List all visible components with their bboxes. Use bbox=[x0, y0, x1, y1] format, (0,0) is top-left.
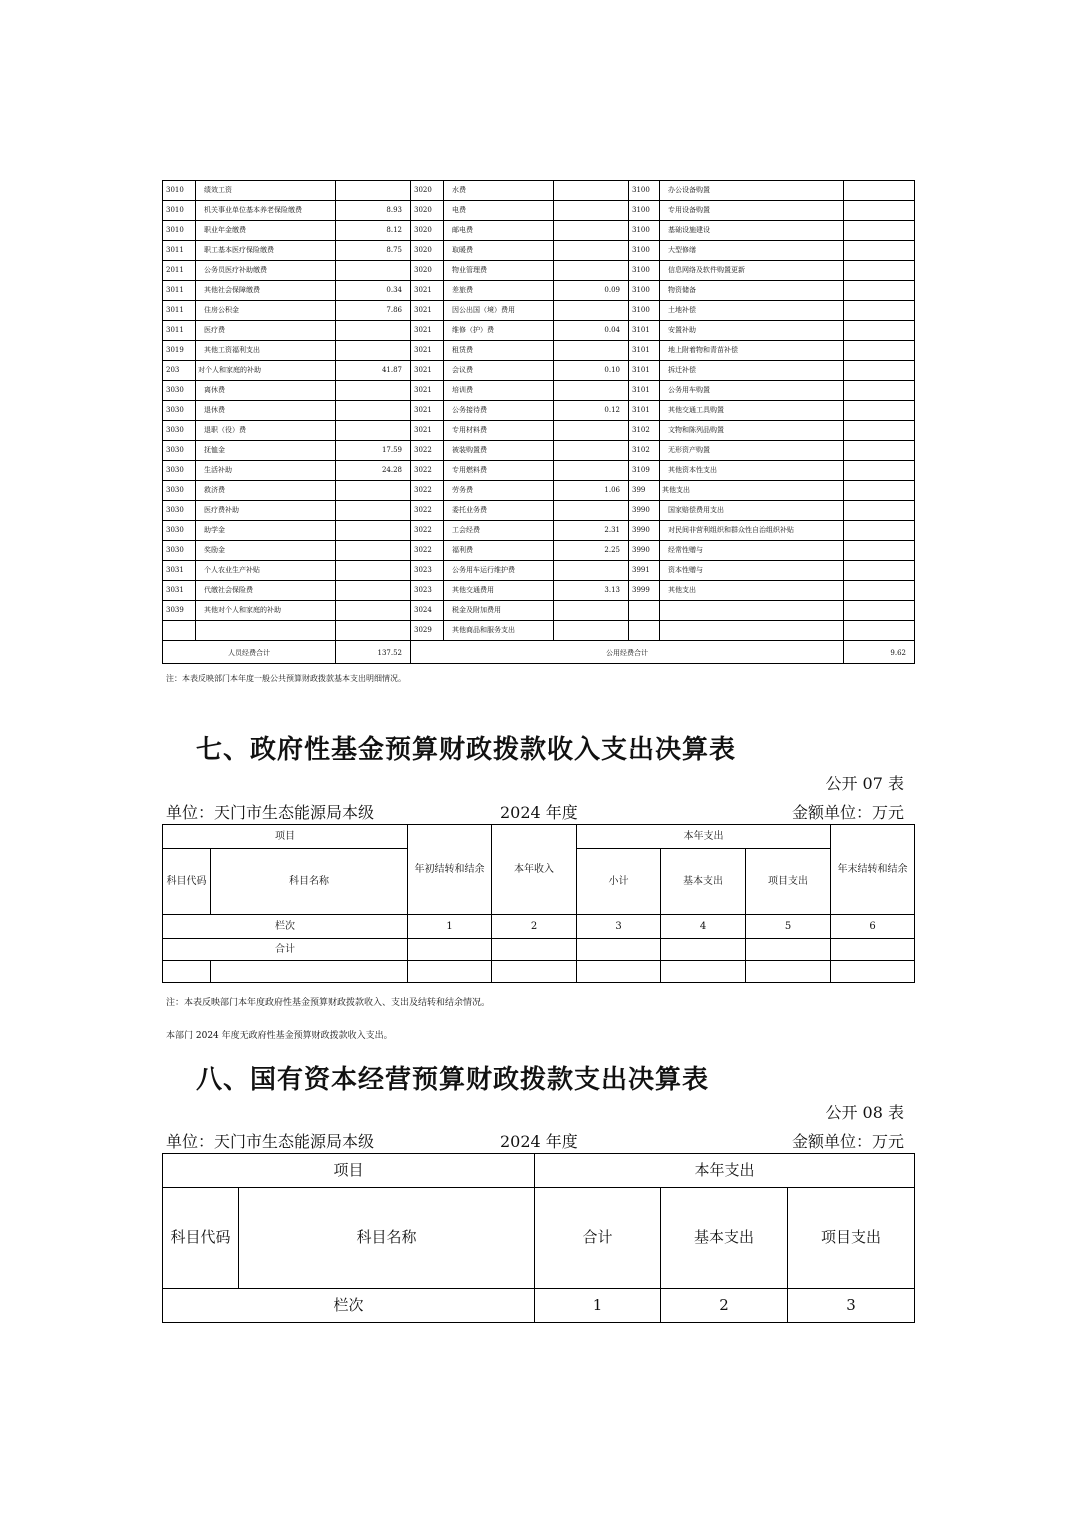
total-public-value: 9.62 bbox=[844, 641, 915, 664]
table-cell: 委托业务费 bbox=[444, 501, 554, 521]
table-cell: 3999 bbox=[629, 581, 660, 601]
table-cell: 3022 bbox=[411, 481, 444, 501]
table-cell bbox=[844, 181, 915, 201]
table-cell: 基础设施建设 bbox=[660, 221, 844, 241]
table-row bbox=[163, 521, 915, 541]
table-cell: 3024 bbox=[411, 601, 444, 621]
table-cell: 公务接待费 bbox=[444, 401, 554, 421]
table-cell bbox=[554, 241, 629, 261]
table-cell: 1.06 bbox=[554, 481, 629, 501]
table-cell: 3030 bbox=[163, 541, 196, 561]
section7-unit: 单位：天门市生态能源局本级 bbox=[166, 803, 375, 822]
t2-cell bbox=[492, 939, 577, 961]
table-cell: 公务用车购置 bbox=[660, 381, 844, 401]
table-cell: 会议费 bbox=[444, 361, 554, 381]
table-cell: 3020 bbox=[411, 221, 444, 241]
table-cell bbox=[660, 621, 844, 641]
table-cell bbox=[554, 441, 629, 461]
table-cell: 租赁费 bbox=[444, 341, 554, 361]
total-personnel-value: 137.52 bbox=[336, 641, 411, 664]
table-cell: 3030 bbox=[163, 441, 196, 461]
table-cell: 3019 bbox=[163, 341, 196, 361]
table-cell bbox=[554, 421, 629, 441]
table-cell: 3021 bbox=[411, 281, 444, 301]
table-cell bbox=[554, 501, 629, 521]
table-cell: 办公设备购置 bbox=[660, 181, 844, 201]
table-cell: 3020 bbox=[411, 201, 444, 221]
state-capital-table bbox=[162, 1153, 915, 1323]
table-cell: 3102 bbox=[629, 441, 660, 461]
table-cell: 3010 bbox=[163, 201, 196, 221]
table-cell bbox=[554, 301, 629, 321]
table-cell: 3022 bbox=[411, 441, 444, 461]
table-cell bbox=[844, 501, 915, 521]
table-cell bbox=[336, 581, 411, 601]
table-cell: 3020 bbox=[411, 261, 444, 281]
table-cell bbox=[554, 381, 629, 401]
section8-title: 八、国有资本经营预算财政拨款支出决算表 bbox=[196, 1065, 710, 1095]
table-cell bbox=[336, 341, 411, 361]
table-cell: 经常性赠与 bbox=[660, 541, 844, 561]
table-cell: 3990 bbox=[629, 541, 660, 561]
t2-row-total-label: 合计 bbox=[163, 939, 408, 961]
table-cell: 3021 bbox=[411, 341, 444, 361]
t2-header-name: 科目名称 bbox=[211, 849, 408, 915]
t3-header-basic: 基本支出 bbox=[661, 1188, 788, 1289]
table-cell: 劳务费 bbox=[444, 481, 554, 501]
table-cell: 3021 bbox=[411, 301, 444, 321]
table-cell: 3100 bbox=[629, 181, 660, 201]
section8-unit: 单位：天门市生态能源局本级 bbox=[166, 1132, 375, 1151]
table-cell: 203 bbox=[163, 361, 196, 381]
table-cell bbox=[554, 201, 629, 221]
table-cell: 3100 bbox=[629, 261, 660, 281]
table-cell bbox=[336, 381, 411, 401]
table-cell: 职业年金缴费 bbox=[196, 221, 336, 241]
table-cell: 3031 bbox=[163, 561, 196, 581]
basic-expenditure-detail-table bbox=[162, 180, 915, 664]
table-cell: 3023 bbox=[411, 581, 444, 601]
table-cell: 因公出国（境）费用 bbox=[444, 301, 554, 321]
table-cell bbox=[844, 241, 915, 261]
table-cell bbox=[336, 481, 411, 501]
t2-index-cell: 3 bbox=[577, 915, 661, 939]
t2-cell bbox=[163, 961, 211, 983]
table-row bbox=[163, 461, 915, 481]
table-cell: 3990 bbox=[629, 521, 660, 541]
table-cell: 生活补助 bbox=[196, 461, 336, 481]
table-cell: 代缴社会保险费 bbox=[196, 581, 336, 601]
table-cell: 3021 bbox=[411, 401, 444, 421]
government-fund-table bbox=[162, 824, 915, 983]
table-cell bbox=[629, 601, 660, 621]
table-cell: 17.59 bbox=[336, 441, 411, 461]
table-cell: 物资储备 bbox=[660, 281, 844, 301]
t2-index-cell: 5 bbox=[746, 915, 831, 939]
table-cell: 工会经费 bbox=[444, 521, 554, 541]
table-cell bbox=[336, 181, 411, 201]
table-row bbox=[163, 201, 915, 221]
table-cell bbox=[844, 441, 915, 461]
table-cell: 公务用车运行维护费 bbox=[444, 561, 554, 581]
table-cell bbox=[844, 321, 915, 341]
table-cell: 培训费 bbox=[444, 381, 554, 401]
table-cell: 税金及附加费用 bbox=[444, 601, 554, 621]
table-cell: 3021 bbox=[411, 321, 444, 341]
table-cell: 个人农业生产补贴 bbox=[196, 561, 336, 581]
table-cell bbox=[554, 261, 629, 281]
t3-index-cell: 3 bbox=[788, 1289, 915, 1323]
table-cell bbox=[336, 501, 411, 521]
table-cell: 文物和陈列品购置 bbox=[660, 421, 844, 441]
table-cell: 3029 bbox=[411, 621, 444, 641]
table-cell: 土地补偿 bbox=[660, 301, 844, 321]
table-cell: 拆迁补偿 bbox=[660, 361, 844, 381]
table-row bbox=[163, 481, 915, 501]
table-cell: 机关事业单位基本养老保险缴费 bbox=[196, 201, 336, 221]
t2-cell bbox=[408, 939, 492, 961]
table-cell: 8.93 bbox=[336, 201, 411, 221]
table-cell bbox=[554, 461, 629, 481]
t2-cell bbox=[831, 939, 915, 961]
table-cell: 3030 bbox=[163, 521, 196, 541]
table-cell: 退职（役）费 bbox=[196, 421, 336, 441]
table-cell: 3021 bbox=[411, 421, 444, 441]
table-cell: 7.86 bbox=[336, 301, 411, 321]
table-cell: 3030 bbox=[163, 421, 196, 441]
table-cell: 3100 bbox=[629, 281, 660, 301]
table-cell bbox=[844, 361, 915, 381]
t2-cell bbox=[746, 939, 831, 961]
table-cell: 对个人和家庭的补助 bbox=[196, 361, 336, 381]
table-cell: 2.31 bbox=[554, 521, 629, 541]
table-cell: 资本性赠与 bbox=[660, 561, 844, 581]
table-cell bbox=[844, 401, 915, 421]
t3-header-name: 科目名称 bbox=[239, 1188, 535, 1289]
t2-header-item: 项目 bbox=[163, 825, 408, 849]
table-cell: 电费 bbox=[444, 201, 554, 221]
table-cell bbox=[336, 541, 411, 561]
table-cell: 福利费 bbox=[444, 541, 554, 561]
table-cell: 3011 bbox=[163, 281, 196, 301]
table-cell: 24.28 bbox=[336, 461, 411, 481]
t2-header-income: 本年收入 bbox=[492, 825, 577, 915]
t2-index-cell: 4 bbox=[661, 915, 746, 939]
t3-index-cell: 2 bbox=[661, 1289, 788, 1323]
table-row bbox=[163, 181, 915, 201]
table-cell bbox=[336, 401, 411, 421]
table-cell bbox=[163, 621, 196, 641]
table-cell: 3991 bbox=[629, 561, 660, 581]
table-cell: 3023 bbox=[411, 561, 444, 581]
table-cell: 其他社会保障缴费 bbox=[196, 281, 336, 301]
table-cell: 抚恤金 bbox=[196, 441, 336, 461]
table-cell bbox=[844, 341, 915, 361]
table-row bbox=[163, 361, 915, 381]
t3-header-code: 科目代码 bbox=[163, 1188, 239, 1289]
section7-year: 2024 年度 bbox=[500, 803, 578, 822]
table-cell: 3101 bbox=[629, 361, 660, 381]
t2-cell bbox=[661, 961, 746, 983]
total-public-label: 公用经费合计 bbox=[411, 641, 844, 664]
table-cell bbox=[554, 601, 629, 621]
table-cell bbox=[844, 201, 915, 221]
table-cell: 3030 bbox=[163, 461, 196, 481]
t2-header-expense: 本年支出 bbox=[577, 825, 831, 849]
table-cell: 国家赔偿费用支出 bbox=[660, 501, 844, 521]
table-cell: 3020 bbox=[411, 241, 444, 261]
table-cell: 其他交通工具购置 bbox=[660, 401, 844, 421]
table-cell: 3100 bbox=[629, 201, 660, 221]
t2-cell bbox=[746, 961, 831, 983]
table-cell bbox=[844, 221, 915, 241]
table-cell: 3109 bbox=[629, 461, 660, 481]
table-cell bbox=[844, 301, 915, 321]
table-cell: 3030 bbox=[163, 381, 196, 401]
table-row bbox=[163, 381, 915, 401]
table-cell bbox=[554, 621, 629, 641]
table-cell bbox=[554, 221, 629, 241]
table-cell bbox=[196, 621, 336, 641]
table-cell: 离休费 bbox=[196, 381, 336, 401]
t2-header-subtotal: 小计 bbox=[577, 849, 661, 915]
table-cell: 3021 bbox=[411, 361, 444, 381]
table-cell bbox=[336, 521, 411, 541]
t3-row-index-label: 栏次 bbox=[163, 1289, 535, 1323]
table-cell: 3100 bbox=[629, 241, 660, 261]
table-total-row bbox=[163, 641, 915, 664]
table-cell: 0.04 bbox=[554, 321, 629, 341]
table-cell: 信息网络及软件购置更新 bbox=[660, 261, 844, 281]
table-cell: 3.13 bbox=[554, 581, 629, 601]
t2-header-project: 项目支出 bbox=[746, 849, 831, 915]
t2-cell bbox=[831, 961, 915, 983]
table-row bbox=[163, 241, 915, 261]
table-cell: 3022 bbox=[411, 521, 444, 541]
table-cell bbox=[336, 261, 411, 281]
table-cell: 其他交通费用 bbox=[444, 581, 554, 601]
table-cell: 其他支出 bbox=[660, 581, 844, 601]
t3-index-cell: 1 bbox=[535, 1289, 661, 1323]
table-cell: 3100 bbox=[629, 221, 660, 241]
table-cell: 3101 bbox=[629, 381, 660, 401]
section7-note: 注：本表反映部门本年度政府性基金预算财政拨款收入、支出及结转和结余情况。 bbox=[166, 998, 491, 1008]
table-cell: 3101 bbox=[629, 321, 660, 341]
t2-cell bbox=[577, 939, 661, 961]
table-cell bbox=[336, 601, 411, 621]
table-row bbox=[163, 541, 915, 561]
t2-cell bbox=[211, 961, 408, 983]
section7-currency: 金额单位：万元 bbox=[791, 803, 904, 822]
t3-header-expense: 本年支出 bbox=[535, 1154, 915, 1188]
table-cell: 救济费 bbox=[196, 481, 336, 501]
section7-note2: 本部门 2024 年度无政府性基金预算财政拨款收入支出。 bbox=[166, 1031, 393, 1041]
t2-cell bbox=[408, 961, 492, 983]
table-cell: 被装购置费 bbox=[444, 441, 554, 461]
table-cell: 2011 bbox=[163, 261, 196, 281]
table-cell bbox=[336, 321, 411, 341]
table-cell: 水费 bbox=[444, 181, 554, 201]
table-cell bbox=[336, 621, 411, 641]
table-cell: 安置补助 bbox=[660, 321, 844, 341]
table-row bbox=[163, 261, 915, 281]
t3-header-total: 合计 bbox=[535, 1188, 661, 1289]
table-cell: 3010 bbox=[163, 181, 196, 201]
table-cell bbox=[844, 481, 915, 501]
table-row bbox=[163, 601, 915, 621]
table-cell: 职工基本医疗保险缴费 bbox=[196, 241, 336, 261]
table-cell: 地上附着物和青苗补偿 bbox=[660, 341, 844, 361]
table1-note: 注：本表反映部门本年度一般公共预算财政拨款基本支出明细情况。 bbox=[166, 674, 406, 683]
t2-header-basic: 基本支出 bbox=[661, 849, 746, 915]
table-cell: 维修（护）费 bbox=[444, 321, 554, 341]
section8-currency: 金额单位：万元 bbox=[791, 1132, 904, 1151]
table-cell bbox=[554, 181, 629, 201]
t2-header-end: 年末结转和结余 bbox=[831, 825, 915, 915]
table-cell bbox=[554, 341, 629, 361]
table-cell: 3030 bbox=[163, 481, 196, 501]
table-cell: 3011 bbox=[163, 241, 196, 261]
table-cell bbox=[844, 261, 915, 281]
table-cell bbox=[336, 421, 411, 441]
table-cell: 取暖费 bbox=[444, 241, 554, 261]
t2-cell bbox=[661, 939, 746, 961]
table-cell bbox=[844, 381, 915, 401]
t2-header-begin: 年初结转和结余 bbox=[408, 825, 492, 915]
table-cell: 其他支出 bbox=[660, 481, 844, 501]
table-cell bbox=[660, 601, 844, 621]
table-row bbox=[163, 221, 915, 241]
table-row bbox=[163, 561, 915, 581]
table-cell: 专用材料费 bbox=[444, 421, 554, 441]
table-cell: 其他资本性支出 bbox=[660, 461, 844, 481]
table-cell bbox=[629, 621, 660, 641]
table-cell: 3011 bbox=[163, 301, 196, 321]
table-cell: 3102 bbox=[629, 421, 660, 441]
t2-index-cell: 1 bbox=[408, 915, 492, 939]
table-cell: 绩效工资 bbox=[196, 181, 336, 201]
table-cell: 3020 bbox=[411, 181, 444, 201]
t2-cell bbox=[577, 961, 661, 983]
table-cell: 无形资产购置 bbox=[660, 441, 844, 461]
table-cell: 2.25 bbox=[554, 541, 629, 561]
table-cell: 41.87 bbox=[336, 361, 411, 381]
table-cell: 3011 bbox=[163, 321, 196, 341]
table-cell: 奖励金 bbox=[196, 541, 336, 561]
table-cell: 0.12 bbox=[554, 401, 629, 421]
t2-cell bbox=[492, 961, 577, 983]
table-cell: 其他工资福利支出 bbox=[196, 341, 336, 361]
table-cell bbox=[844, 621, 915, 641]
section8-form-no: 公开 08 表 bbox=[825, 1103, 904, 1122]
table-cell: 8.75 bbox=[336, 241, 411, 261]
table-cell: 3100 bbox=[629, 301, 660, 321]
table-cell: 3030 bbox=[163, 401, 196, 421]
table-cell: 3990 bbox=[629, 501, 660, 521]
table-cell: 3022 bbox=[411, 541, 444, 561]
table-cell: 退休费 bbox=[196, 401, 336, 421]
table-cell: 其他对个人和家庭的补助 bbox=[196, 601, 336, 621]
table-cell: 3010 bbox=[163, 221, 196, 241]
t2-index-cell: 6 bbox=[831, 915, 915, 939]
table-cell: 对民间非营利组织和群众性自治组织补贴 bbox=[660, 521, 844, 541]
table-cell: 3022 bbox=[411, 461, 444, 481]
table-row bbox=[163, 341, 915, 361]
table-cell: 3030 bbox=[163, 501, 196, 521]
table-cell: 公务员医疗补助缴费 bbox=[196, 261, 336, 281]
table-cell: 差旅费 bbox=[444, 281, 554, 301]
table-row bbox=[163, 581, 915, 601]
table-cell bbox=[844, 561, 915, 581]
table-cell: 399 bbox=[629, 481, 660, 501]
section7-title: 七、政府性基金预算财政拨款收入支出决算表 bbox=[196, 735, 737, 765]
table-cell bbox=[844, 281, 915, 301]
table-cell: 0.34 bbox=[336, 281, 411, 301]
table-row bbox=[163, 621, 915, 641]
table-cell bbox=[844, 601, 915, 621]
table-row bbox=[163, 441, 915, 461]
table-cell: 0.10 bbox=[554, 361, 629, 381]
table-cell: 其他商品和服务支出 bbox=[444, 621, 554, 641]
table-cell: 8.12 bbox=[336, 221, 411, 241]
table-cell: 0.09 bbox=[554, 281, 629, 301]
table-cell: 医疗费 bbox=[196, 321, 336, 341]
t3-header-item: 项目 bbox=[163, 1154, 535, 1188]
t3-header-project: 项目支出 bbox=[788, 1188, 915, 1289]
table-cell: 3021 bbox=[411, 381, 444, 401]
table-cell: 住房公积金 bbox=[196, 301, 336, 321]
section8-year: 2024 年度 bbox=[500, 1132, 578, 1151]
table-cell bbox=[844, 461, 915, 481]
table-cell: 专用设备购置 bbox=[660, 201, 844, 221]
total-personnel-label: 人员经费合计 bbox=[163, 641, 336, 664]
table-row bbox=[163, 421, 915, 441]
table-cell: 3031 bbox=[163, 581, 196, 601]
table-cell bbox=[336, 561, 411, 581]
table-cell bbox=[844, 581, 915, 601]
table-cell: 物业管理费 bbox=[444, 261, 554, 281]
section7-form-no: 公开 07 表 bbox=[825, 774, 904, 793]
t2-index-cell: 2 bbox=[492, 915, 577, 939]
table-row bbox=[163, 301, 915, 321]
table-cell bbox=[554, 561, 629, 581]
table-cell: 3039 bbox=[163, 601, 196, 621]
table-cell: 3101 bbox=[629, 341, 660, 361]
table-row bbox=[163, 401, 915, 421]
table-cell: 3022 bbox=[411, 501, 444, 521]
t2-row-index-label: 栏次 bbox=[163, 915, 408, 939]
table-cell: 助学金 bbox=[196, 521, 336, 541]
table-row bbox=[163, 501, 915, 521]
table-cell: 医疗费补助 bbox=[196, 501, 336, 521]
table-cell: 大型修缮 bbox=[660, 241, 844, 261]
table-cell: 专用燃料费 bbox=[444, 461, 554, 481]
table-cell: 邮电费 bbox=[444, 221, 554, 241]
table-row bbox=[163, 281, 915, 301]
t2-header-code: 科目代码 bbox=[163, 849, 211, 915]
table-cell bbox=[844, 421, 915, 441]
table-row bbox=[163, 321, 915, 341]
table-cell: 3101 bbox=[629, 401, 660, 421]
table-cell bbox=[844, 521, 915, 541]
table-cell bbox=[844, 541, 915, 561]
